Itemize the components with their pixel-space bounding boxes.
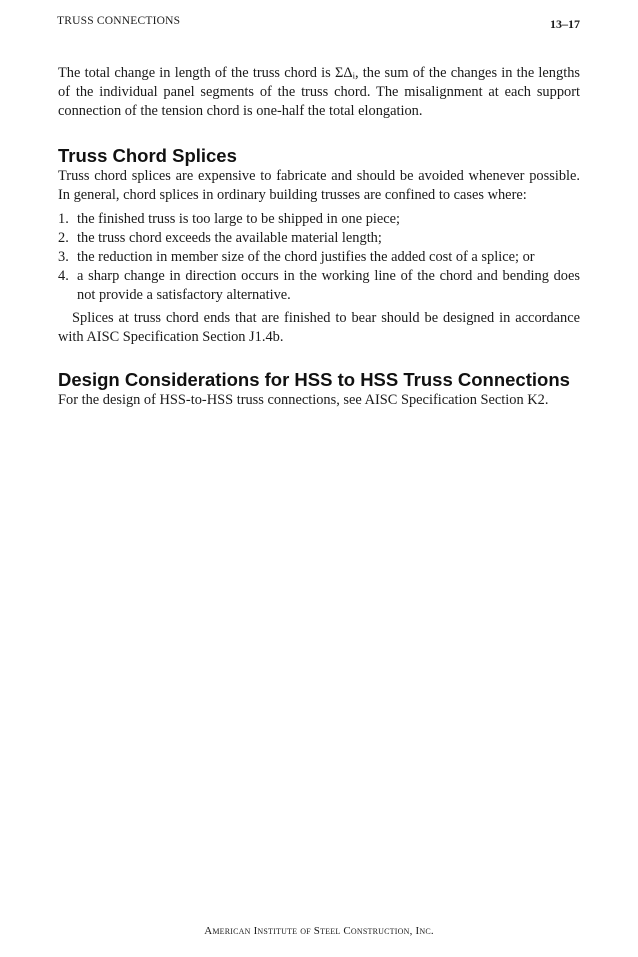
page-footer: American Institute of Steel Construction, Inc.	[204, 925, 434, 937]
splice-cases-list	[58, 210, 580, 305]
list-item-text: the finished truss is too large to be shipped in one piece;	[77, 211, 401, 227]
list-item-number: 2.	[58, 230, 69, 246]
section-lead-paragraph: Truss chord splices are expensive to fabricate and should be avoided whenever possible. In general, chord splices in ordinary building trusses are confined to cases where:	[58, 168, 580, 203]
list-item-number: 1.	[58, 211, 69, 227]
running-header-title: TRUSS CONNECTIONS	[57, 15, 181, 27]
page-number: 13–17	[550, 17, 580, 31]
intro-paragraph: The total change in length of the truss chord is ΣΔᵢ, the sum of the changes in the lengths of the individual panel segments of the truss chord. The misalignment at each support connection of the tension chord is one-half the total elongation.	[58, 65, 580, 119]
hss-lead-paragraph: For the design of HSS-to-HSS truss connections, see AISC Specification Section K2.	[58, 392, 549, 408]
list-item	[58, 210, 580, 229]
list-item-number: 3.	[58, 249, 69, 265]
section-heading-hss-truss-connections: Design Considerations for HSS to HSS Truss Connections	[58, 369, 570, 390]
list-item-text: the reduction in member size of the chord justifies the added cost of a splice; or	[77, 249, 535, 265]
page-body	[58, 64, 580, 410]
list-item-text: the truss chord exceeds the available material length;	[77, 230, 382, 246]
section-heading-truss-chord-splices: Truss Chord Splices	[58, 145, 237, 166]
list-item	[58, 267, 580, 305]
list-item-number: 4.	[58, 268, 69, 284]
list-item-text: a sharp change in direction occurs in the working line of the chord and bending does not provide a satisfactory alternative.	[77, 268, 580, 303]
splice-closing-paragraph: Splices at truss chord ends that are finished to bear should be designed in accordance with AISC Specification Section J1.4b.	[58, 310, 580, 345]
list-item	[58, 229, 580, 248]
list-item	[58, 248, 580, 267]
